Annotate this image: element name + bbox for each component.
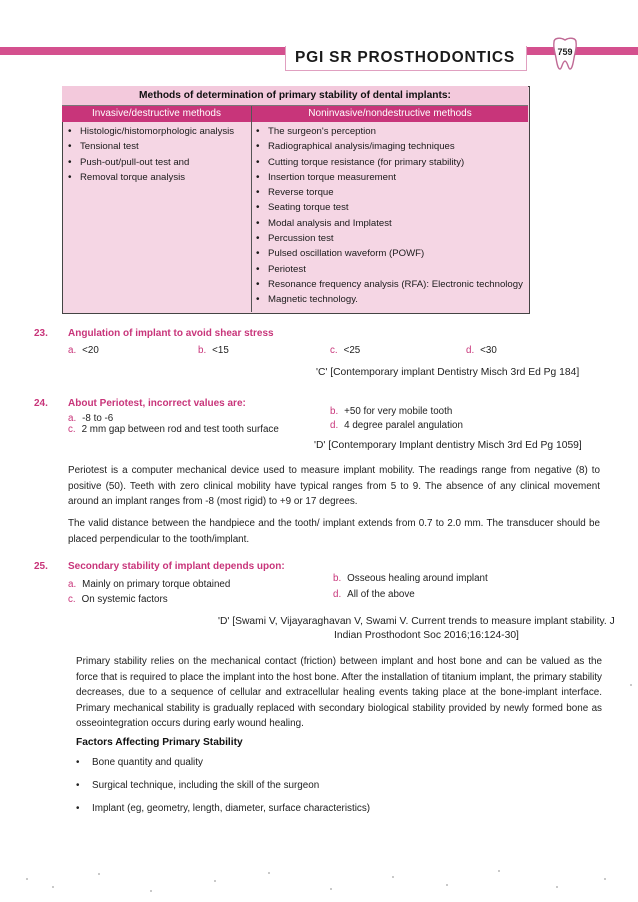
factors-heading: Factors Affecting Primary Stability [76,737,243,748]
answer-reference: 'C' [Contemporary implant Dentistry Misch 3rd Ed Pg 184] [316,367,580,378]
noninvasive-methods-list [256,124,523,308]
question-text: Secondary stability of implant depends upon: [68,561,285,572]
factors-list [76,751,370,820]
option-b: b. +50 for very mobile tooth [330,406,453,417]
question-text: About Periotest, incorrect values are: [68,398,246,409]
invasive-methods-header: Invasive/destructive methods [62,106,252,122]
list-item: • Percussion test [256,231,523,246]
table-title: Methods of determination of primary stability of dental implants: [62,86,528,106]
explanation-paragraph: Primary stability relies on the mechanical contact (friction) between implant and host bone and can be valued as the force that is required to place the implant into the host bone. After the installation of titanium implant, the primary stability decreases, due to a sequence of cellular and extracellular healing events taking place at the bone-implant interface. Primary mechanical stability is gradually replaced with secondary biological stability provided by newly formed bone as osseointegration occurs during early wound healing. [76,656,602,730]
list-item: • The surgeon's perception [256,124,523,139]
question-text: Angulation of implant to avoid shear stress [68,328,274,339]
list-item: • Histologic/histomorphologic analysis [68,124,234,139]
question-number: 24. [34,398,48,409]
column-divider [251,122,252,312]
noninvasive-methods-header: Noninvasive/nondestructive methods [252,106,528,122]
list-item: • Radiographical analysis/imaging techniques [256,139,523,154]
list-item: • Bone quantity and quality [76,751,370,774]
list-item: • Tensional test [68,139,234,154]
list-item: • Removal torque analysis [68,170,234,185]
question-number: 23. [34,328,48,339]
invasive-methods-list [68,124,234,185]
list-item: • Modal analysis and Implatest [256,216,523,231]
explanation-paragraph: Periotest is a computer mechanical device used to measure implant mobility. The readings range from negative (8) to positive (50). Teeth with zero clinical mobility have typical ranges from 5 to 9. The absence of any clinical movement around an implant ranges from -8 (most rigid) to +9 or 17 degrees. [68,465,600,508]
list-item: • Resonance frequency analysis (RFA): Electronic technology [256,277,523,292]
list-item: • Magnetic technology. [256,292,523,307]
option-a: a. -8 to -6 [68,413,114,424]
answer-reference: 'D' [Swami V, Vijayaraghavan V, Swami V. Current trends to measure implant stability. J [218,616,615,627]
option-a: a. Mainly on primary torque obtained [68,579,231,590]
explanation-paragraph: The valid distance between the handpiece and the tooth/ implant extends from 0.7 to 2.0 mm. The transducer should be placed perpendicular to the tooth/implant. [68,518,600,545]
option-a: a. <20 [68,345,99,356]
list-item: • Insertion torque measurement [256,170,523,185]
list-item: • Push-out/pull-out test and [68,155,234,170]
page-number: 759 [557,47,573,57]
answer-reference-continued: Indian Prosthodont Soc 2016;16:124-30] [334,630,519,641]
list-item: • Surgical technique, including the skill of the surgeon [76,774,370,797]
option-d: d. 4 degree paralel angulation [330,420,463,431]
list-item: • Pulsed oscillation waveform (POWF) [256,246,523,261]
list-item: • Seating torque test [256,200,523,215]
option-b: b. <15 [198,345,229,356]
list-item: • Periotest [256,262,523,277]
option-d: d. <30 [466,345,497,356]
list-item: • Reverse torque [256,185,523,200]
option-c: c. <25 [330,345,361,356]
list-item: • Cutting torque resistance (for primary stability) [256,155,523,170]
list-item: • Implant (eg, geometry, length, diameter, surface characteristics) [76,797,370,820]
option-d: d. All of the above [333,589,415,600]
option-c: c. On systemic factors [68,594,168,605]
answer-reference: 'D' [Contemporary Implant dentistry Misch 3rd Ed Pg 1059] [314,440,582,451]
option-b: b. Osseous healing around implant [333,573,488,584]
option-c: c. 2 mm gap between rod and test tooth surface [68,424,279,435]
question-number: 25. [34,561,48,572]
page-title: PGI SR PROSTHODONTICS [294,49,516,66]
